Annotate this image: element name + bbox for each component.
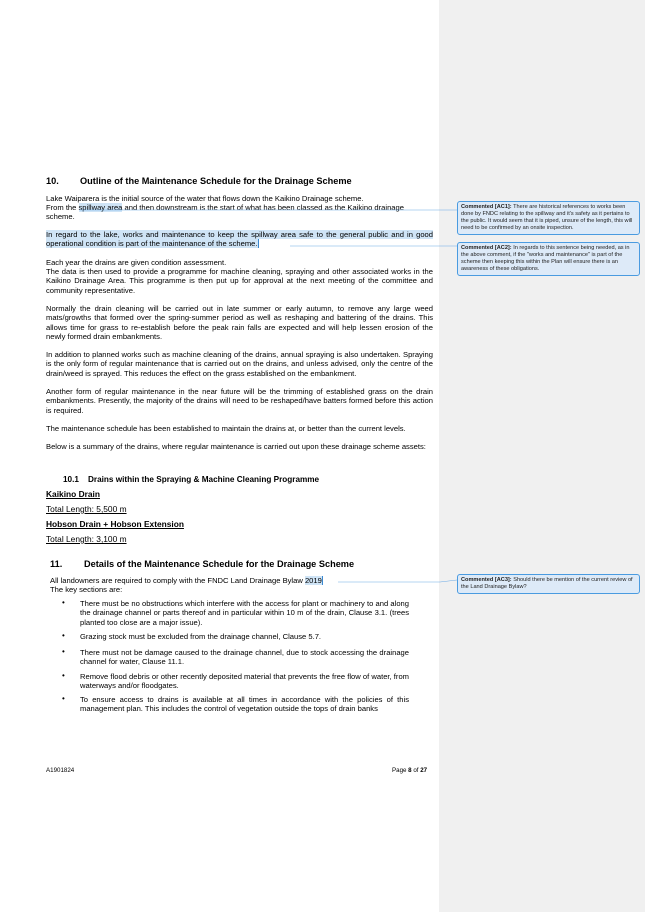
paragraph-8: Below is a summary of the drains, where regular maintenance is carried out upon these drainage scheme assets: xyxy=(46,442,426,451)
current-page: 8 xyxy=(408,767,412,774)
text-run: From the xyxy=(46,203,79,212)
bullet-item-4: Remove flood debris or other recently deposited material that prevents the free flow of water, from waterways and/or floodgates. xyxy=(80,672,409,691)
paragraph-3-line-1: Each year the drains are given condition assessment. xyxy=(46,258,227,267)
paragraph-1-line-1: Lake Waiparera is the initial source of the water that flows down the Kaikino Drainage scheme. xyxy=(46,194,364,203)
bullet-item-5: To ensure access to drains is available at all times in accordance with the policies of this management plan. This includes the control of vegetation outside the tops of drain banks xyxy=(80,695,409,714)
comment-label: Commented [AC1]: xyxy=(461,204,512,210)
total-pages: 27 xyxy=(420,767,428,774)
comment-ac2[interactable] xyxy=(457,242,640,276)
paragraph-3: The data is then used to provide a programme for machine cleaning, spraying and other associated works in the Kaikino Drainage Area. This programme is then put up for approval at the next meeting of the committee and community representative. xyxy=(46,267,433,295)
comment-ac3[interactable] xyxy=(457,574,640,594)
section-10-number: 10. xyxy=(46,176,59,186)
comment-label: Commented [AC2]: xyxy=(461,245,512,251)
comment-ac1[interactable] xyxy=(457,201,640,235)
bullet-item-3: There must not be damage caused to the drainage channel, due to stock accessing the drainage channel for water, Clause 11.1. xyxy=(80,648,409,667)
connector-ac3 xyxy=(338,580,457,582)
drain-2-name: Hobson Drain + Hobson Extension xyxy=(46,519,184,529)
drain-1-length: Total Length: 5,500 m xyxy=(46,504,127,514)
drain-2-length: Total Length: 3,100 m xyxy=(46,534,127,544)
bullet-icon: • xyxy=(62,647,65,656)
text-run: Page xyxy=(392,767,409,774)
footer-doc-id: A1901824 xyxy=(46,767,75,774)
paragraph-7: The maintenance schedule has been established to maintain the drains at, or better than the current levels. xyxy=(46,424,406,433)
text-run: All landowners are required to comply with the FNDC Land Drainage Bylaw xyxy=(50,576,305,585)
paragraph-6: Another form of regular maintenance in the near future will be the trimming of established grass on the drain embankments. Presently, the majority of the drains will need to be reshaped/have batters formed before this action is required. xyxy=(46,387,433,415)
comment-anchor-lake-works[interactable]: In regard to the lake, works and maintenance to keep the spillway area safe to the general public and in good operational condition is part of the maintenance of the scheme. xyxy=(46,230,433,249)
comment-anchor-bylaw-year[interactable]: 2019 xyxy=(304,576,322,585)
bullet-icon: • xyxy=(62,598,65,607)
paragraph-4: Normally the drain cleaning will be carried out in late summer or early autumn, to remove any large weed mats/growths that formed over the spring-summer period as well as reshaping and battering of the drains. This allows time for grass to re-establish before the peak rain falls are expected and will help lessen erosion of the newly formed drain embankments. xyxy=(46,304,433,341)
text-run: of xyxy=(411,767,421,774)
bullet-icon: • xyxy=(62,671,65,680)
bullet-item-2: Grazing stock must be excluded from the drainage channel, Clause 5.7. xyxy=(80,632,322,641)
section-11-key-sections: The key sections are: xyxy=(50,585,123,594)
section-10-1-title: Drains within the Spraying & Machine Cleaning Programme xyxy=(88,475,320,484)
comment-text: Should there be mention of the current review of the Land Drainage Bylaw? xyxy=(461,577,633,590)
section-11-title: Details of the Maintenance Schedule for the Drainage Scheme xyxy=(84,559,355,569)
bullet-icon: • xyxy=(62,631,65,640)
drain-1-name: Kaikino Drain xyxy=(46,489,100,499)
comment-label: Commented [AC3]: xyxy=(461,577,512,583)
text-run: and then downstream is the start of what has been classed as the Kaikino drainage xyxy=(122,203,404,212)
bullet-icon: • xyxy=(62,694,65,703)
bullet-item-1: There must be no obstructions which interfere with the access for plant or machinery to and along the drainage channel or parts thereof and in particular within 10 m of the drain, Clause 3.1. (trees planted too close are a major issue). xyxy=(80,599,409,627)
comment-anchor-spillway[interactable]: spillway area xyxy=(78,203,123,212)
section-10-title: Outline of the Maintenance Schedule for the Drainage Scheme xyxy=(80,176,352,186)
paragraph-5: In addition to planned works such as machine cleaning of the drains, annual spraying is also undertaken. Spraying is the only form of regular maintenance that is carried out on the drains, and unless advised, only the centre of the drain/weed is sprayed. This reduces the effect on the grass established on the embankment. xyxy=(46,350,433,378)
section-10-1-number: 10.1 xyxy=(63,475,79,484)
comment-text: In regards to this sentence being needed, as in the above comment, if the "works and maintenance" is part of the scheme then keeping this within the Plan will ensure there is an awareness of these obligations. xyxy=(461,245,630,272)
comment-text: There are historical references to works been done by FNDC relating to the spillway and it's safety as it pertains to the public. It would seem that it is piped, unsure of the length, this will need to be confirmed by an onsite inspection. xyxy=(461,204,633,231)
section-11-number: 11. xyxy=(50,559,63,569)
paragraph-1-line-3: scheme. xyxy=(46,212,75,221)
